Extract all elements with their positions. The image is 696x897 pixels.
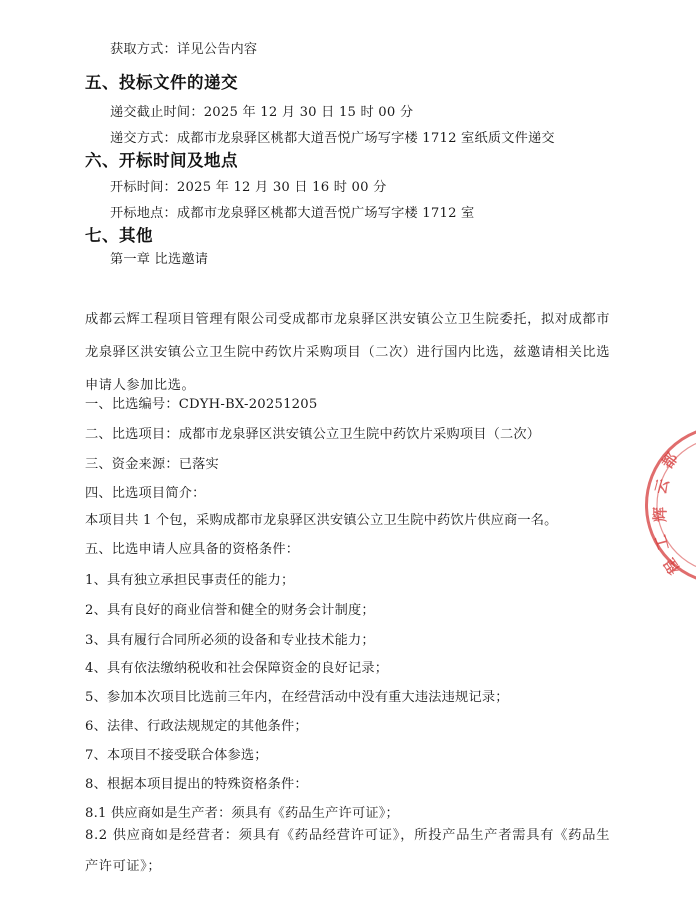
condition-6: 6、法律、行政法规规定的其他条件； xyxy=(85,719,308,734)
condition-7: 7、本项目不接受联合体参选； xyxy=(85,748,268,763)
submission-method: 递交方式：成都市龙泉驿区桃都大道吾悦广场写字楼 1712 室纸质文件递交 xyxy=(110,131,555,146)
item-fund: 三、资金来源：已落实 xyxy=(85,457,219,472)
section-6-heading: 六、开标时间及地点 xyxy=(85,151,238,170)
seal-glyph: 程 xyxy=(660,554,684,578)
condition-8: 8、根据本项目提出的特殊资格条件： xyxy=(85,777,308,792)
seal-glyph: 辉 xyxy=(651,506,670,523)
acquire-method: 获取方式：详见公告内容 xyxy=(110,42,258,57)
chapter-title: 第一章 比选邀请 xyxy=(110,252,209,267)
condition-8-1: 8.1 供应商如是生产者：须具有《药品生产许可证》； xyxy=(85,806,399,821)
condition-1: 1、具有独立承担民事责任的能力； xyxy=(85,573,295,588)
item-code: 一、比选编号：CDYH-BX-20251205 xyxy=(85,397,318,412)
condition-3: 3、具有履行合同所必须的设备和专业技术能力； xyxy=(85,633,375,648)
opening-place: 开标地点：成都市龙泉驿区桃都大道吾悦广场写字楼 1712 室 xyxy=(110,206,475,221)
seal-glyph: 云 xyxy=(651,477,673,497)
condition-8-2: 8.2 供应商如是经营者：须具有《药品经营许可证》，所投产品生产者需具有《药品生产许可证》； xyxy=(85,828,610,874)
item-project: 二、比选项目：成都市龙泉驿区洪安镇公立卫生院中药饮片采购项目（二次） xyxy=(85,427,541,442)
section-5-heading: 五、投标文件的递交 xyxy=(85,73,238,92)
intro-paragraph: 成都云辉工程项目管理有限公司受成都市龙泉驿区洪安镇公立卫生院委托，拟对成都市龙泉驿区洪安镇公立卫生院中药饮片采购项目（二次）进行国内比选，兹邀请相关比选申请人参加比选。 xyxy=(85,312,610,393)
condition-2: 2、具有良好的商业信誉和健全的财务会计制度； xyxy=(85,603,375,618)
opening-time: 开标时间：2025 年 12 月 30 日 16 时 00 分 xyxy=(110,180,387,195)
section-7-heading: 七、其他 xyxy=(85,226,153,245)
item-brief-title: 四、比选项目简介： xyxy=(85,486,206,501)
condition-5: 5、参加本次项目比选前三年内，在经营活动中没有重大违法违规记录； xyxy=(85,690,509,705)
qualification-title: 五、比选申请人应具备的资格条件： xyxy=(85,542,300,557)
seal-glyph: 都 xyxy=(658,449,682,473)
item-brief: 本项目共 1 个包，采购成都市龙泉驿区洪安镇公立卫生院中药饮片供应商一名。 xyxy=(85,513,558,528)
condition-4: 4、具有依法缴纳税收和社会保障资金的良好记录； xyxy=(85,661,389,676)
seal-stamp xyxy=(645,425,696,585)
submission-deadline: 递交截止时间：2025 年 12 月 30 日 15 时 00 分 xyxy=(110,105,414,120)
seal-glyph: 工 xyxy=(651,532,673,552)
